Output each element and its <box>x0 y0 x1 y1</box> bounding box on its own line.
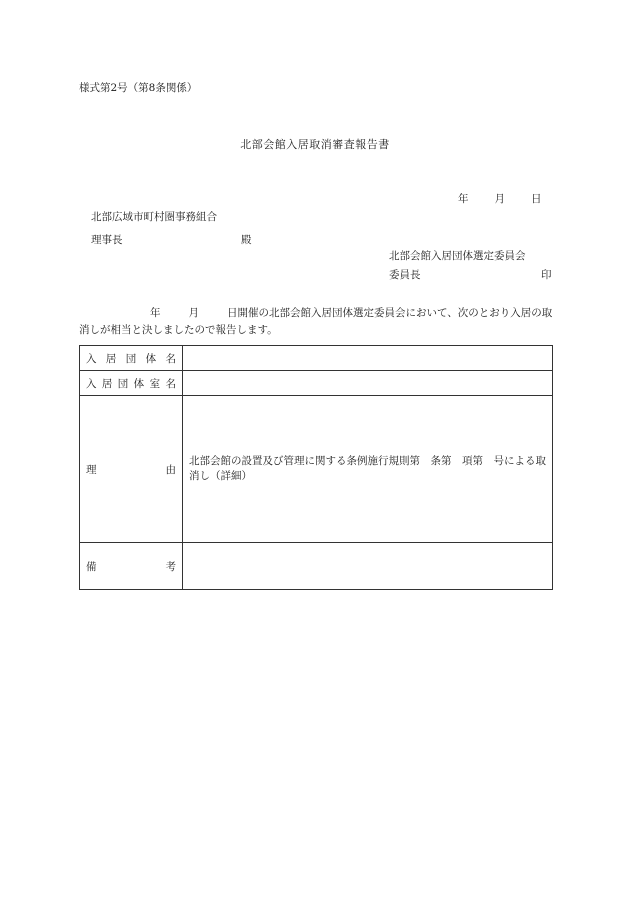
form-number: 様式第2号（第8条関係） <box>79 82 198 94</box>
label-char: 体 <box>133 377 145 390</box>
remarks-field[interactable] <box>183 543 553 590</box>
date-month-label: 月 <box>494 193 505 205</box>
date-line <box>458 193 542 206</box>
row-label <box>80 371 183 396</box>
label-char: 由 <box>165 463 176 476</box>
reason-field[interactable]: 北部会館の設置及び管理に関する条例施行規則第 条第 項第 号による取消し（詳細） <box>183 396 553 543</box>
label-char: 団 <box>125 352 137 365</box>
label-char: 居 <box>101 377 113 390</box>
body-year-label: 年 <box>150 307 161 319</box>
addressee-honorific: 殿 <box>241 234 252 246</box>
room-name-field[interactable] <box>183 371 553 396</box>
report-body <box>79 305 553 339</box>
row-label-text <box>86 351 176 366</box>
label-char: 理 <box>86 463 97 476</box>
label-char: 備 <box>86 560 97 573</box>
row-label-text <box>86 376 176 391</box>
table-row <box>80 371 553 396</box>
addressee-title: 理事長 <box>91 234 123 246</box>
addressee-organization: 北部広域市町村圏事務組合 <box>91 211 217 223</box>
document-title: 北部会館入居取消審査報告書 <box>240 138 390 151</box>
row-label-text <box>86 462 176 477</box>
date-day-label: 日 <box>531 193 542 205</box>
label-char: 入 <box>86 352 97 365</box>
row-label-text <box>86 559 176 574</box>
date-year-label: 年 <box>458 193 469 205</box>
row-label <box>80 543 183 590</box>
table-row <box>80 346 553 371</box>
label-char: 体 <box>145 352 157 365</box>
row-label <box>80 346 183 371</box>
sender-organization: 北部会館入居団体選定委員会 <box>389 250 526 262</box>
row-label <box>80 396 183 543</box>
report-table <box>79 345 553 590</box>
body-text: 日開催の北部会館入居団体選定委員会において、次のとおり入居の取消しが相当と決しましたので報告します。 <box>79 307 553 336</box>
seal-mark: 印 <box>541 269 552 281</box>
label-char: 考 <box>165 560 176 573</box>
label-char: 団 <box>117 377 129 390</box>
label-char: 居 <box>105 352 117 365</box>
body-month-label: 月 <box>188 307 199 319</box>
table-row <box>80 543 553 590</box>
table-row <box>80 396 553 543</box>
label-char: 名 <box>165 377 176 390</box>
group-name-field[interactable] <box>183 346 553 371</box>
label-char: 室 <box>149 377 161 390</box>
sender-title: 委員長 <box>389 269 421 281</box>
label-char: 入 <box>86 377 97 390</box>
label-char: 名 <box>165 352 176 365</box>
